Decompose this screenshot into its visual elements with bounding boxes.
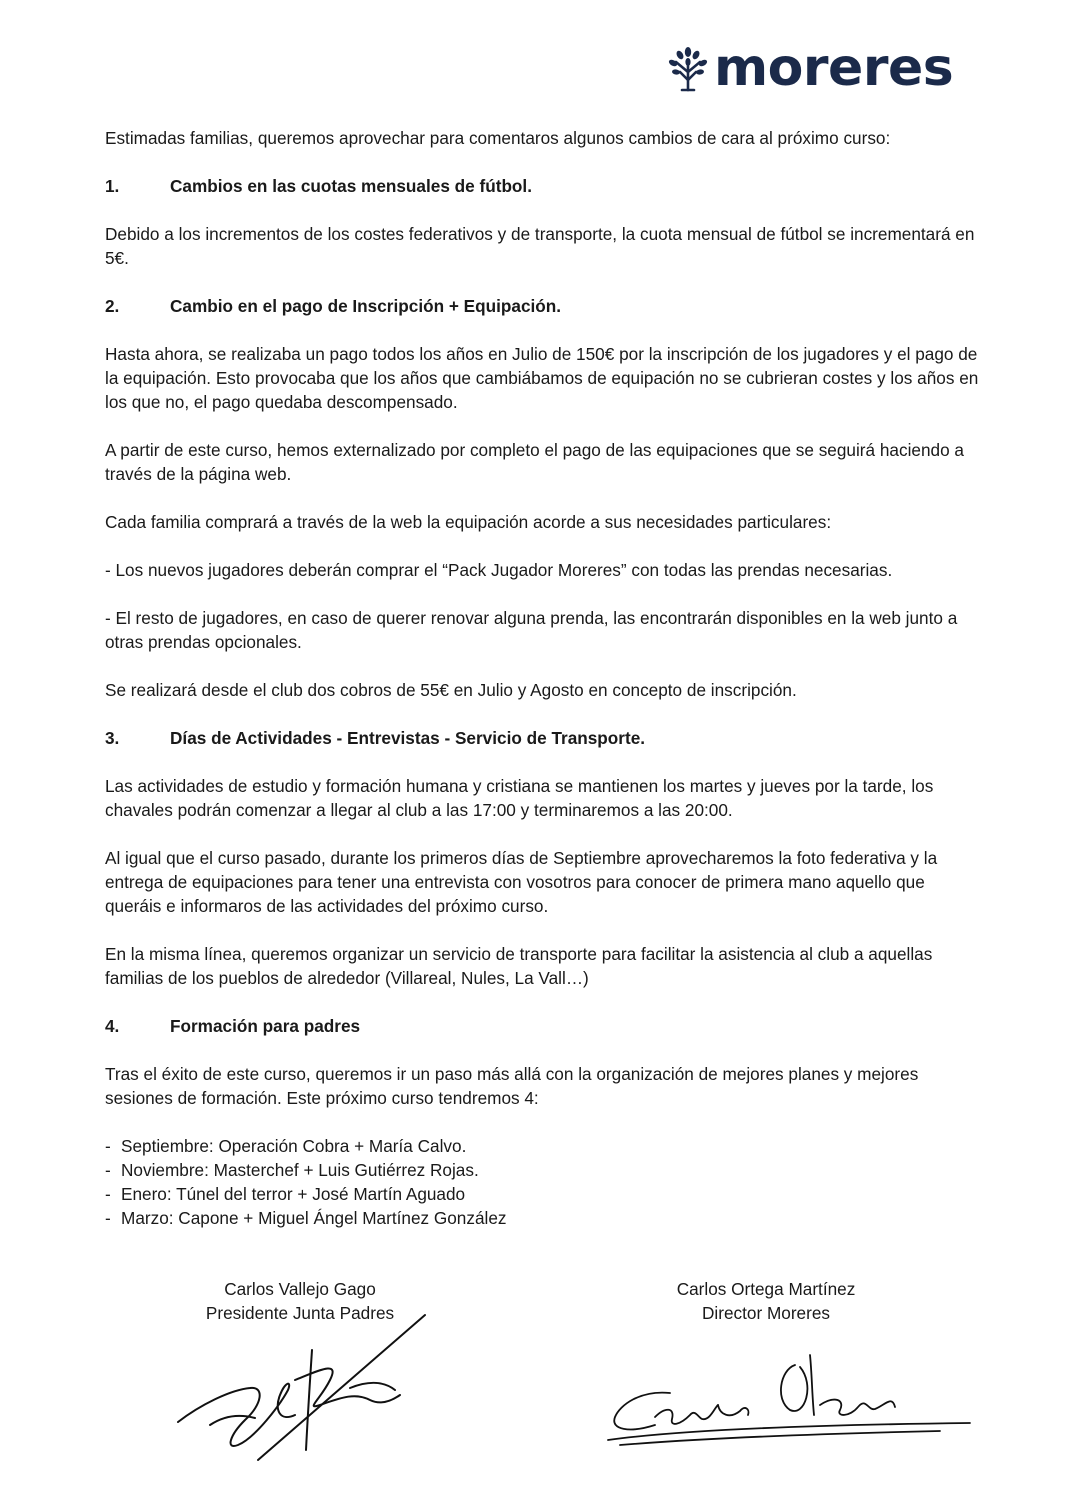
list-item bbox=[105, 1158, 985, 1182]
list-bullet: - bbox=[105, 1160, 111, 1180]
section-2-title: Cambio en el pago de Inscripción + Equipación. bbox=[170, 296, 562, 316]
handwritten-signature-left bbox=[170, 1310, 440, 1470]
section-2-paragraph-1: Hasta ahora, se realizaba un pago todos los años en Julio de 150€ por la inscripción de los jugadores y el pago de la equipación. Esto provocaba que los años que cambiábamos de equipación no se cubrieran costes y los años en los que no, el pago quedaba descompensado. bbox=[105, 344, 979, 412]
section-2-paragraph-3: Cada familia comprará a través de la web la equipación acorde a sus necesidades particulares: bbox=[105, 512, 832, 532]
section-2-paragraph-2: A partir de este curso, hemos externalizado por completo el pago de las equipaciones que se seguirá haciendo a través de la página web. bbox=[105, 440, 964, 484]
section-4-number: 4. bbox=[105, 1016, 120, 1036]
list-item bbox=[105, 1206, 985, 1230]
list-item-text: Noviembre: Masterchef + Luis Gutiérrez Rojas. bbox=[121, 1160, 479, 1180]
section-3-title: Días de Actividades - Entrevistas - Servicio de Transporte. bbox=[170, 728, 646, 748]
signature-block-right bbox=[650, 1277, 882, 1325]
section-3-paragraph-3: En la misma línea, queremos organizar un servicio de transporte para facilitar la asistencia al club a aquellas familias de los pueblos de alrededor (Villareal, Nules, La Vall…) bbox=[105, 944, 933, 988]
section-2-paragraph-4: - Los nuevos jugadores deberán comprar el “Pack Jugador Moreres” con todas las prendas necesarias. bbox=[105, 560, 893, 580]
section-3-number: 3. bbox=[105, 728, 120, 748]
brand-logo bbox=[668, 38, 954, 98]
signatory-name-left: Carlos Vallejo Gago bbox=[224, 1279, 376, 1299]
training-sessions-list bbox=[105, 1134, 985, 1230]
list-bullet: - bbox=[105, 1184, 111, 1204]
list-bullet: - bbox=[105, 1208, 111, 1228]
list-item-text: Enero: Túnel del terror + José Martín Aguado bbox=[121, 1184, 466, 1204]
section-4-heading bbox=[105, 1014, 985, 1038]
section-3-heading bbox=[105, 726, 985, 750]
list-item-text: Septiembre: Operación Cobra + María Calvo. bbox=[121, 1136, 467, 1156]
list-item-text: Marzo: Capone + Miguel Ángel Martínez González bbox=[121, 1208, 507, 1228]
section-2-paragraph-6: Se realizará desde el club dos cobros de 55€ en Julio y Agosto en concepto de inscripción. bbox=[105, 680, 797, 700]
section-2-number: 2. bbox=[105, 296, 120, 316]
section-1-paragraph-1: Debido a los incrementos de los costes federativos y de transporte, la cuota mensual de fútbol se incrementará en 5€. bbox=[105, 224, 975, 268]
brand-name: moreres bbox=[714, 38, 954, 98]
section-4-title: Formación para padres bbox=[170, 1016, 361, 1036]
letter-body bbox=[105, 126, 985, 1230]
list-item bbox=[105, 1134, 985, 1158]
handwritten-signature-right bbox=[600, 1345, 980, 1455]
section-1-heading bbox=[105, 174, 985, 198]
section-3-paragraph-1: Las actividades de estudio y formación humana y cristiana se mantienen los martes y jueves por la tarde, los chavales podrán comenzar a llegar al club a las 17:00 y terminaremos a las 20:00. bbox=[105, 776, 934, 820]
section-1-number: 1. bbox=[105, 176, 120, 196]
list-bullet: - bbox=[105, 1136, 111, 1156]
signatory-role-left: Presidente Junta Padres bbox=[205, 1303, 395, 1323]
section-3-paragraph-2: Al igual que el curso pasado, durante los primeros días de Septiembre aprovecharemos la foto federativa y la entrega de equipaciones para tener una entrevista con vosotros para conocer de primera mano aquello que queráis e informaros de las actividades del próximo curso. bbox=[105, 848, 938, 916]
section-1-title: Cambios en las cuotas mensuales de fútbol. bbox=[170, 176, 532, 196]
intro-paragraph: Estimadas familias, queremos aprovechar para comentaros algunos cambios de cara al próximo curso: bbox=[105, 128, 891, 148]
section-4-paragraph-1: Tras el éxito de este curso, queremos ir un paso más allá con la organización de mejores planes y mejores sesiones de formación. Este próximo curso tendremos 4: bbox=[105, 1064, 919, 1108]
section-2-heading bbox=[105, 294, 985, 318]
tree-icon bbox=[668, 44, 708, 92]
list-item bbox=[105, 1182, 985, 1206]
signatory-role-right: Director Moreres bbox=[702, 1303, 830, 1323]
section-2-paragraph-5: - El resto de jugadores, en caso de querer renovar alguna prenda, las encontrarán disponibles en la web junto a otras prendas opcionales. bbox=[105, 608, 958, 652]
signatory-name-right: Carlos Ortega Martínez bbox=[676, 1279, 856, 1299]
